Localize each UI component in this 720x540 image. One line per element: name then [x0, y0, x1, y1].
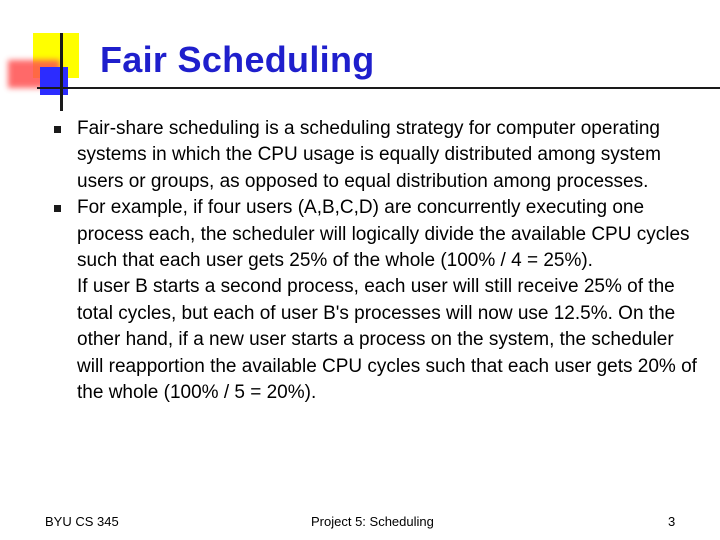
bullet-continuation-text: If user B starts a second process, each user will still receive 25% of the total cycles, but each of user B's processes will now use 12.5%. On the other hand, if a new user starts a process on the system, the scheduler will reapportion the available CPU cycles such that each user gets 20% of the whole (100% / 5 = 20%). — [77, 276, 697, 404]
square-bullet-icon — [54, 205, 61, 212]
footer-project: Project 5: Scheduling — [311, 514, 434, 529]
footer-course: BYU CS 345 — [45, 514, 119, 529]
bullet-text: Fair-share scheduling is a scheduling strategy for computer operating systems in which the CPU usage is equally distributed among system users or groups, as opposed to equal distribution among processes. — [77, 118, 661, 192]
square-bullet-icon — [54, 126, 61, 133]
page-number: 3 — [668, 514, 676, 529]
bullet-list — [50, 116, 698, 406]
slide-title: Fair Scheduling — [100, 39, 375, 80]
bullet-text: For example, if four users (A,B,C,D) are concurrently executing one process each, the scheduler will logically divide the available CPU cycles such that each user gets 25% of the whole (100% / 4 = 25%). — [77, 197, 690, 272]
title-underline — [37, 87, 720, 89]
ornament-blue-square — [40, 67, 68, 95]
bullet-item — [50, 116, 698, 195]
ornament-vertical-line — [60, 33, 63, 111]
bullet-item — [50, 195, 698, 274]
